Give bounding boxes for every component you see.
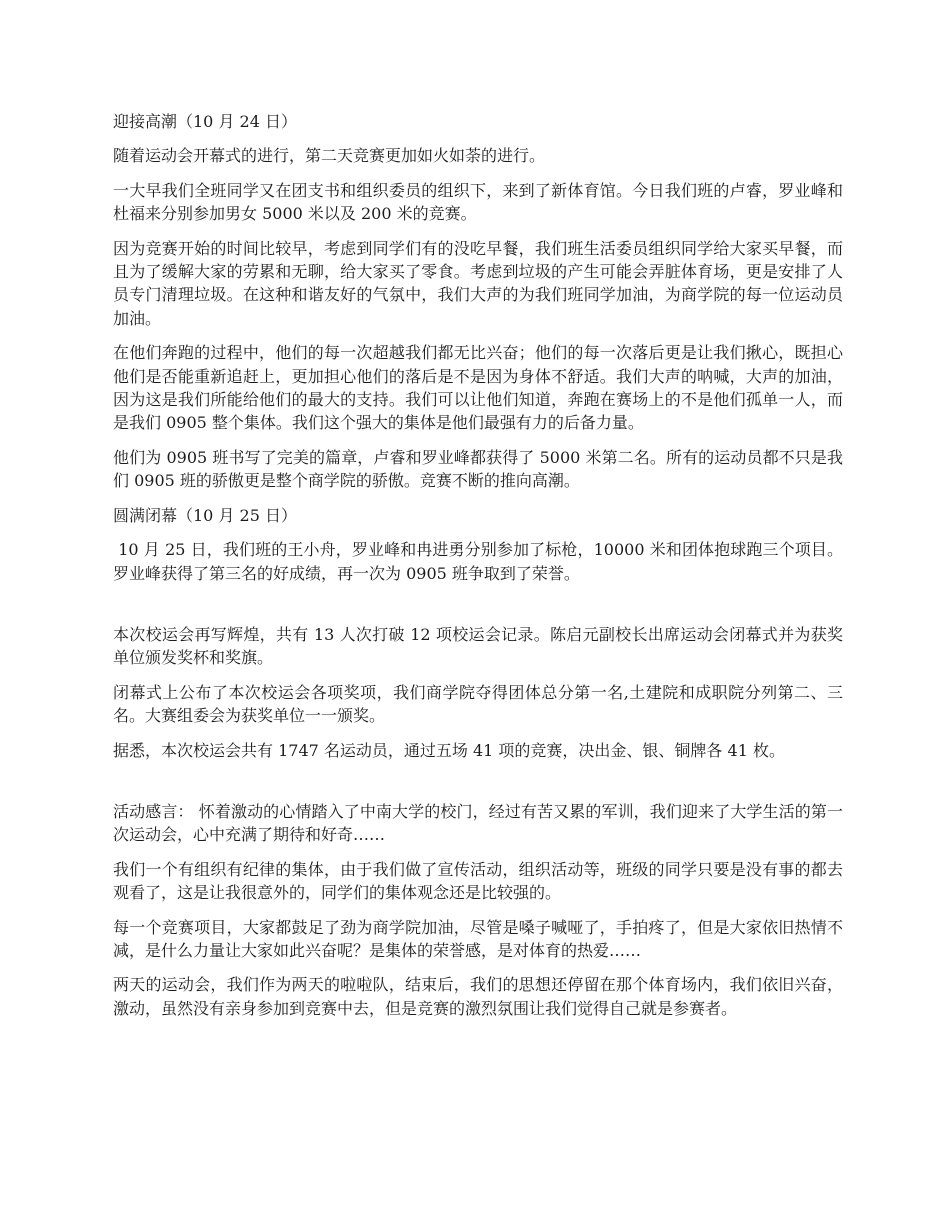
paragraph: 每一个竞赛项目，大家都鼓足了劲为商学院加油，尽管是嗓子喊哑了，手拍疼了，但是大家依旧热情不减，是什么力量让大家如此兴奋呢？是集体的荣誉感，是对体育的热爱……	[113, 917, 843, 960]
paragraph: 他们为 0905 班书写了完美的篇章，卢睿和罗业峰都获得了 5000 米第二名。所有的运动员都不只是我们 0905 班的骄傲更是整个商学院的骄傲。竞赛不断的推向高潮。	[113, 447, 843, 491]
paragraph: 因为竞赛开始的时间比较早，考虑到同学们有的没吃早餐，我们班生活委员组织同学给大家买早餐，而且为了缓解大家的劳累和无聊，给大家买了零食。考虑到垃圾的产生可能会弄脏体育场，更是安排了人员专门清理垃圾。在这种和谐友好的气氛中，我们大声的为我们班同学加油，为商学院的每一位运动员加油。	[113, 238, 843, 328]
document-page	[113, 110, 843, 1031]
paragraph: 10 月 25 日，我们班的王小舟，罗业峰和冉进勇分别参加了标枪，10000 米和团体抱球跑三个项目。罗业峰获得了第三名的好成绩，再一次为 0905 班争取到了荣誉。	[113, 540, 844, 583]
section-heading-oct25: 圆满闭幕（10 月 25 日）	[113, 505, 297, 525]
paragraph: 本次校运会再写辉煌，共有 13 人次打破 12 项校运会记录。陈启元副校长出席运动会闭幕式并为获奖单位颁发奖杯和奖旗。	[113, 624, 843, 668]
paragraph: 闭幕式上公布了本次校运会各项奖项，我们商学院夺得团体总分第一名,土建院和成职院分列第二、三名。大赛组委会为获奖单位一一颁奖。	[113, 682, 843, 726]
paragraph: 随着运动会开幕式的进行，第二天竞赛更加如火如荼的进行。	[113, 146, 546, 166]
reflection-paragraph: 活动感言： 怀着激动的心情踏入了中南大学的校门，经过有苦又累的军训，我们迎来了大学生活的第一次运动会，心中充满了期待和好奇……	[113, 801, 843, 845]
paragraph: 我们一个有组织有纪律的集体，由于我们做了宣传活动，组织活动等，班级的同学只要是没有事的都去观看了，这是让我很意外的，同学们的集体观念还是比较强的。	[113, 859, 843, 903]
paragraph: 在他们奔跑的过程中，他们的每一次超越我们都无比兴奋；他们的每一次落后更是让我们揪心，既担心他们是否能重新追赶上，更加担心他们的落后是不是因为身体不舒适。我们大声的呐喊，大声的加油，因为这是我们所能给他们的最大的支持。我们可以让他们知道，奔跑在赛场上的不是他们孤单一人，而是我们 0905 整个集体。我们这个强大的集体是他们最强有力的后备力量。	[113, 343, 843, 433]
paragraph: 一大早我们全班同学又在团支书和组织委员的组织下，来到了新体育馆。今日我们班的卢睿，罗业峰和杜福来分别参加男女 5000 米以及 200 米的竞赛。	[113, 180, 843, 224]
paragraph: 两天的运动会，我们作为两天的啦啦队，结束后，我们的思想还停留在那个体育场内，我们依旧兴奋，激动，虽然没有亲身参加到竞赛中去，但是竞赛的激烈氛围让我们觉得自己就是参赛者。	[113, 975, 843, 1018]
section-heading-oct24: 迎接高潮（10 月 24 日）	[113, 112, 297, 131]
paragraph: 据悉，本次校运会共有 1747 名运动员，通过五场 41 项的竞赛，决出金、银、铜牌各 41 枚。	[113, 740, 785, 760]
blank-line	[113, 773, 843, 800]
blank-line	[113, 596, 843, 623]
